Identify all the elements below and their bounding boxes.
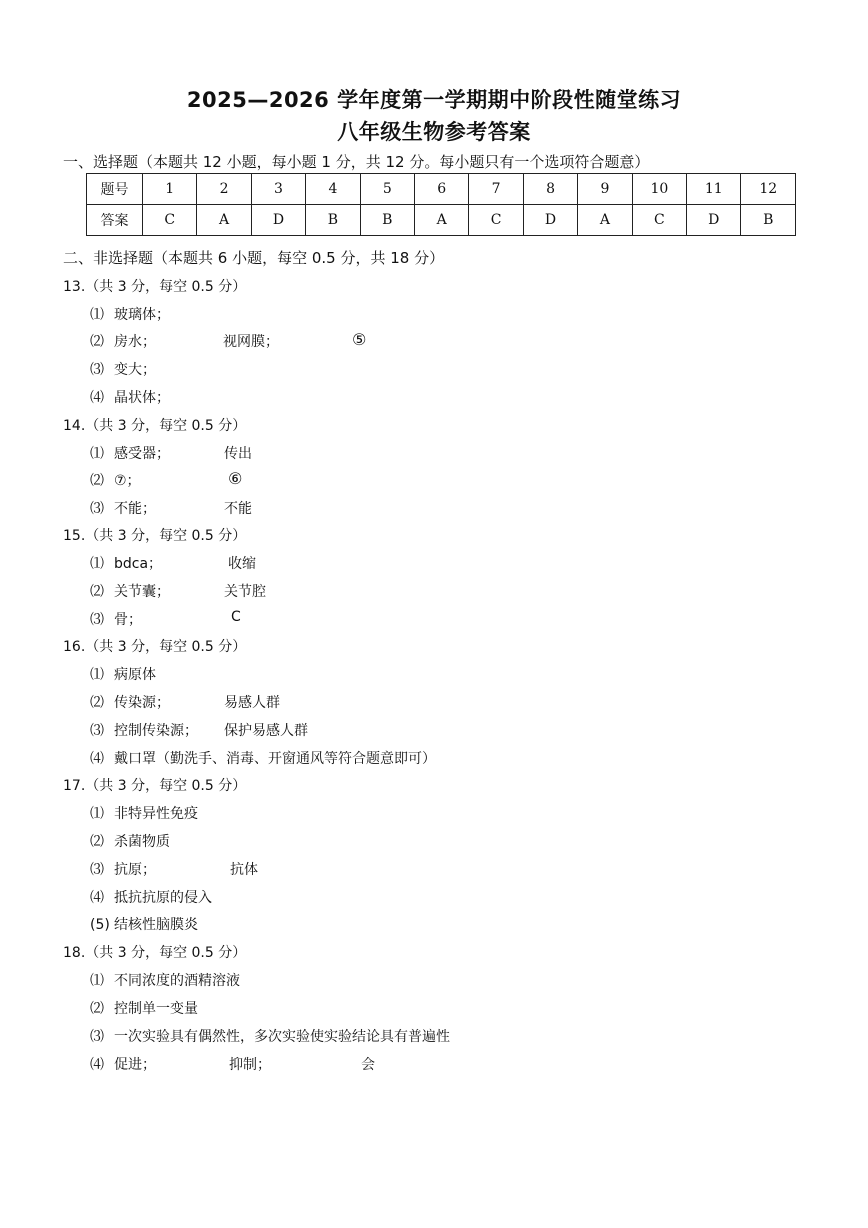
answer-line <box>90 692 170 712</box>
answer-text: 骨； <box>114 612 142 628</box>
table-cell: D <box>251 205 305 236</box>
table-cell: C <box>469 205 523 236</box>
item-number: ⑴ <box>90 667 104 683</box>
table-cell: B <box>741 205 796 236</box>
item-number: ⑵ <box>90 334 104 350</box>
answer-text: 抗体 <box>230 862 258 878</box>
item-number: ⑴ <box>90 446 104 462</box>
table-cell: 8 <box>523 174 577 205</box>
section-1-heading: 一、选择题（本题共 12 小题，每小题 1 分，共 12 分。每小题只有一个选项符合题意） <box>63 153 650 171</box>
item-number: ⑵ <box>90 695 104 711</box>
table-cell: D <box>523 205 577 236</box>
answer-row <box>87 205 796 236</box>
table-cell: 11 <box>687 174 741 205</box>
answer-table <box>86 173 796 236</box>
table-cell: 7 <box>469 174 523 205</box>
answer-text: ⑥ <box>228 469 243 488</box>
item-number: ⑴ <box>90 973 104 989</box>
answer-line <box>90 470 141 490</box>
answer-text: ⑦； <box>114 473 141 489</box>
answer-text: 收缩 <box>228 556 256 572</box>
answer-text: 一次实验具有偶然性，多次实验使实验结论具有普遍性 <box>114 1029 450 1045</box>
answer-line <box>90 581 170 601</box>
answer-text: 关节腔 <box>224 584 266 600</box>
item-number: ⑵ <box>90 1001 104 1017</box>
table-cell: B <box>360 205 414 236</box>
answer-line <box>90 331 156 351</box>
answer-text: 不能 <box>224 501 252 517</box>
item-number: ⑴ <box>90 556 104 572</box>
item-number: ⑷ <box>90 390 104 406</box>
table-cell: 2 <box>197 174 251 205</box>
table-header-answer: 答案 <box>87 205 143 236</box>
answer-text: 不同浓度的酒精溶液 <box>114 973 240 989</box>
answer-line <box>90 720 198 740</box>
answer-text: 传出 <box>224 446 252 462</box>
answer-line <box>90 387 170 407</box>
item-number: ⑶ <box>90 862 104 878</box>
item-number: ⑷ <box>90 751 104 767</box>
table-cell: C <box>143 205 197 236</box>
answer-line <box>90 1026 450 1046</box>
table-cell: 5 <box>360 174 414 205</box>
section-2-heading: 二、非选择题（本题共 6 小题，每空 0.5 分，共 18 分） <box>63 249 445 267</box>
table-cell: 3 <box>251 174 305 205</box>
answer-line <box>90 304 170 324</box>
item-number: ⑵ <box>90 584 104 600</box>
item-number: ⑶ <box>90 723 104 739</box>
answer-text: 控制传染源； <box>114 723 198 739</box>
answer-line <box>90 748 436 768</box>
answer-text: 抑制； <box>229 1057 271 1073</box>
table-cell: 10 <box>632 174 686 205</box>
table-cell: A <box>415 205 469 236</box>
answer-text: 感受器； <box>114 446 170 462</box>
item-number: (5) <box>90 917 110 933</box>
answer-text: 抗原； <box>114 862 156 878</box>
answer-line <box>90 609 142 629</box>
answer-line <box>90 553 162 573</box>
answer-text: 保护易感人群 <box>224 723 308 739</box>
answer-text: bdca； <box>114 556 163 572</box>
table-cell: B <box>306 205 360 236</box>
item-number: ⑶ <box>90 362 104 378</box>
table-cell: 9 <box>578 174 632 205</box>
item-number: ⑴ <box>90 806 104 822</box>
answer-text: 易感人群 <box>224 695 280 711</box>
item-number: ⑵ <box>90 473 104 489</box>
title-line-2: 八年级生物参考答案 <box>337 120 531 144</box>
answer-line <box>90 970 240 990</box>
answer-text: 晶状体； <box>114 390 170 406</box>
answer-text: 房水； <box>114 334 156 350</box>
question-number-row <box>87 174 796 205</box>
item-number: ⑶ <box>90 612 104 628</box>
answer-line <box>90 831 170 851</box>
answer-line <box>90 498 156 518</box>
answer-text: 非特异性免疫 <box>114 806 198 822</box>
answer-text: 玻璃体； <box>114 307 170 323</box>
answer-line <box>90 998 198 1018</box>
question-14-heading: 14.（共 3 分，每空 0.5 分） <box>63 418 247 434</box>
table-cell: 4 <box>306 174 360 205</box>
table-cell: 6 <box>415 174 469 205</box>
table-cell: 12 <box>741 174 796 205</box>
answer-line <box>90 887 212 907</box>
answer-text: 控制单一变量 <box>114 1001 198 1017</box>
answer-text: ⑤ <box>352 330 367 349</box>
answer-text: 传染源； <box>114 695 170 711</box>
answer-line <box>90 443 170 463</box>
item-number: ⑷ <box>90 890 104 906</box>
item-number: ⑴ <box>90 307 104 323</box>
question-16-heading: 16.（共 3 分，每空 0.5 分） <box>63 639 247 655</box>
title-line-1: 2025—2026 学年度第一学期期中阶段性随堂练习 <box>186 88 682 112</box>
answer-text: 不能； <box>114 501 156 517</box>
answer-line <box>90 859 156 879</box>
answer-line <box>90 359 156 379</box>
question-15-heading: 15.（共 3 分，每空 0.5 分） <box>63 528 247 544</box>
answer-line <box>90 664 156 684</box>
answer-text: 病原体 <box>114 667 156 683</box>
question-17-heading: 17.（共 3 分，每空 0.5 分） <box>63 778 247 794</box>
answer-line <box>90 914 198 934</box>
item-number: ⑷ <box>90 1057 104 1073</box>
item-number: ⑶ <box>90 1029 104 1045</box>
answer-text: 结核性脑膜炎 <box>114 917 198 933</box>
answer-line <box>90 803 198 823</box>
answer-text: 会 <box>361 1057 375 1073</box>
answer-text: C <box>231 609 241 625</box>
answer-text: 杀菌物质 <box>114 834 170 850</box>
answer-text: 关节囊； <box>114 584 170 600</box>
question-13-heading: 13.（共 3 分，每空 0.5 分） <box>63 279 247 295</box>
table-header-number: 题号 <box>87 174 143 205</box>
table-cell: D <box>687 205 741 236</box>
answer-text: 促进； <box>114 1057 156 1073</box>
item-number: ⑶ <box>90 501 104 517</box>
table-cell: C <box>632 205 686 236</box>
table-cell: 1 <box>143 174 197 205</box>
question-18-heading: 18.（共 3 分，每空 0.5 分） <box>63 945 247 961</box>
answer-text: 戴口罩（勤洗手、消毒、开窗通风等符合题意即可） <box>114 751 436 767</box>
item-number: ⑵ <box>90 834 104 850</box>
answer-text: 变大； <box>114 362 156 378</box>
answer-text: 抵抗抗原的侵入 <box>114 890 212 906</box>
table-cell: A <box>197 205 251 236</box>
table-cell: A <box>578 205 632 236</box>
answer-text: 视网膜； <box>223 334 279 350</box>
answer-line <box>90 1054 156 1074</box>
